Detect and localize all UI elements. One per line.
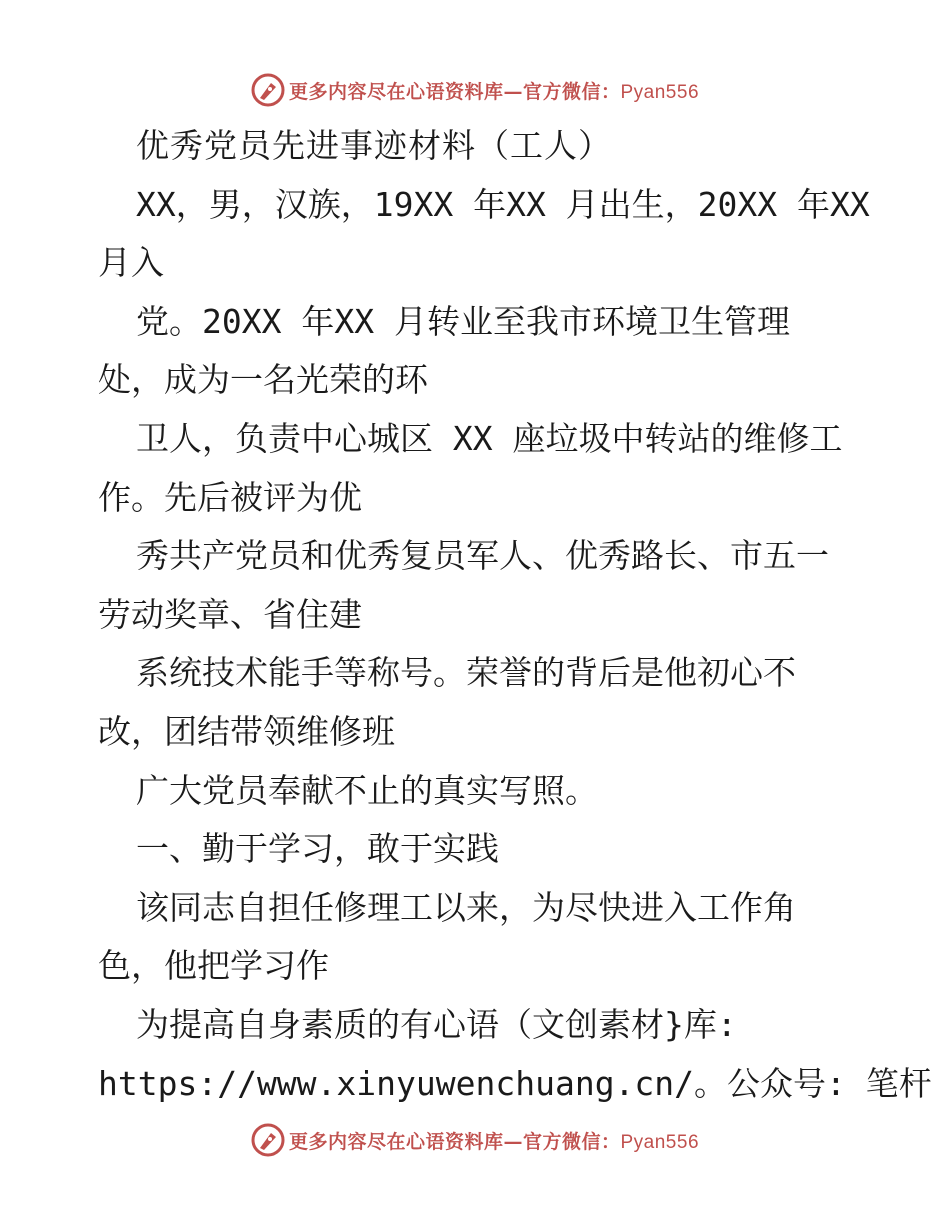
text-line: 卫人，负责中心城区 XX 座垃圾中转站的维修工 (136, 418, 843, 458)
pen-nib-logo-icon (251, 73, 285, 107)
paragraph-lines (98, 176, 932, 1114)
text-line: 一、勤于学习，敢于实践 (136, 829, 499, 869)
text-line: 劳动奖章、省住建 (98, 594, 362, 634)
document-body (98, 117, 932, 1113)
watermark-text: 更多内容尽在心语资料库—官方微信：Pyan556 (288, 1130, 700, 1153)
watermark-contact: Pyan556 (620, 81, 700, 103)
text-line: 该同志自担任修理工以来，为尽快进入工作角 (136, 887, 796, 927)
pen-nib-logo-icon (251, 1123, 285, 1157)
text-line: 广大党员奉献不止的真实写照。 (136, 770, 598, 810)
text-line: 色，他把学习作 (98, 946, 329, 986)
text-line: 秀共产党员和优秀复员军人、优秀路长、市五一 (136, 536, 829, 576)
text-line: 系统技术能手等称号。荣誉的背后是他初心不 (136, 653, 796, 693)
text-line: XX，男，汉族，19XX 年XX 月出生，20XX 年XX (136, 184, 870, 224)
text-line: 处，成为一名光荣的环 (98, 360, 428, 400)
document-title: 优秀党员先进事迹材料（工人） (136, 126, 612, 165)
watermark-contact: Pyan556 (620, 1131, 700, 1153)
text-line: 为提高自身素质的有心语（文创素材}库: (136, 1004, 737, 1044)
text-line: 党。20XX 年XX 月转业至我市环境卫生管理 (136, 301, 790, 341)
watermark-banner-top (0, 70, 950, 110)
watermark-banner-bottom (0, 1120, 950, 1160)
text-line: https://www.xinyuwenchuang.cn/。公众号: 笔杆 (98, 1063, 932, 1103)
watermark-text: 更多内容尽在心语资料库—官方微信：Pyan556 (288, 80, 700, 103)
text-line: 月入 (98, 243, 164, 283)
text-line: 作。先后被评为优 (98, 477, 362, 517)
text-line: 改，团结带领维修班 (98, 711, 395, 751)
